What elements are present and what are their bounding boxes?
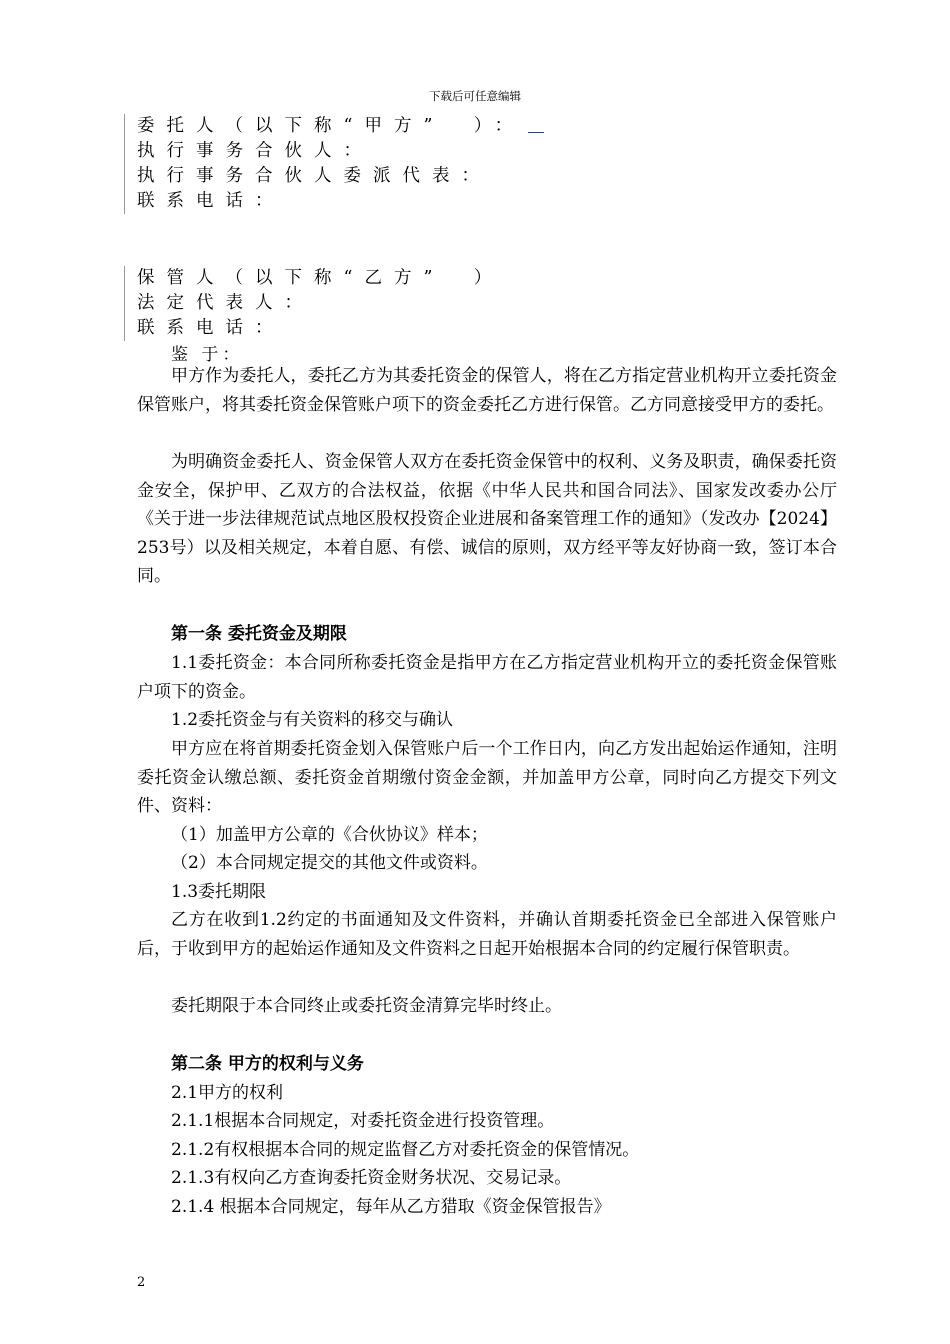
clause-1-2-item-2: （2）本合同规定提交的其他文件或资料。 xyxy=(171,853,488,873)
clause-1-2: 1.2委托资金与有关资料的移交与确认 xyxy=(171,710,454,730)
party-a-phone: 联系电话： xyxy=(137,191,285,211)
clause-1-2-text: 甲方应在将首期委托资金划入保管账户后一个工作日内，向乙方发出起始运作通知，注明委托资金认缴总额、委托资金首期缴付资金金额，并加盖甲方公章，同时向乙方提交下列文件、资料： xyxy=(137,739,837,816)
page-number: 2 xyxy=(137,1275,146,1290)
article-1-title: 第一条 委托资金及期限 xyxy=(171,624,347,644)
clause-1-3-text-2: 委托期限于本合同终止或委托资金清算完毕时终止。 xyxy=(171,996,562,1016)
clause-2-1-1: 2.1.1根据本合同规定，对委托资金进行投资管理。 xyxy=(171,1111,555,1131)
paragraph-1: 甲方作为委托人，委托乙方为其委托资金的保管人，将在乙方指定营业机构开立委托资金保管账户，将其委托资金保管账户项下的资金委托乙方进行保管。乙方同意接受甲方的委托。 xyxy=(137,366,837,415)
clause-1-2-item-1: （1）加盖甲方公章的《合伙协议》样本； xyxy=(171,825,488,845)
party-b-block xyxy=(124,266,503,341)
article-2-title: 第二条 甲方的权利与义务 xyxy=(171,1054,364,1074)
party-a-partner: 执行事务合伙人： xyxy=(137,141,373,161)
party-a-title: 委托人（以下称“甲方” ）： xyxy=(137,116,525,136)
clause-1-3: 1.3委托期限 xyxy=(171,882,267,902)
page-header: 下载后可任意编辑 xyxy=(429,89,521,103)
party-a-representative: 执行事务合伙人委派代表： xyxy=(137,166,491,186)
whereas-label: 鉴 于： xyxy=(171,345,244,365)
clause-1-1: 1.1委托资金：本合同所称委托资金是指甲方在乙方指定营业机构开立的委托资金保管账户项下的资金。 xyxy=(137,653,837,702)
party-a-line xyxy=(137,114,544,139)
signature-blank xyxy=(528,116,544,133)
clause-2-1-4: 2.1.4 根据本合同规定，每年从乙方猎取《资金保管报告》 xyxy=(171,1197,611,1217)
paragraph-2: 为明确资金委托人、资金保管人双方在委托资金保管中的权利、义务及职责，确保委托资金安全，保护甲、乙双方的合法权益，依据《中华人民共和国合同法》、国家发改委办公厅《关于进一步法律规范试点地区股权投资企业进展和备案管理工作的通知》（发改办【2024】253号）以及相关规定，本着自愿、有偿、诚信的原则，双方经平等友好协商一致，签订本合同。 xyxy=(137,452,837,586)
clause-2-1: 2.1甲方的权利 xyxy=(171,1083,284,1103)
clause-2-1-3: 2.1.3有权向乙方查询委托资金财务状况、交易记录。 xyxy=(171,1168,572,1188)
clause-1-3-text-1: 乙方在收到1.2约定的书面通知及文件资料，并确认首期委托资金已全部进入保管账户后，于收到甲方的起始运作通知及文件资料之日起开始根据本合同的约定履行保管职责。 xyxy=(137,910,837,959)
party-b-phone: 联系电话： xyxy=(137,318,285,338)
party-b-legal-rep: 法定代表人： xyxy=(137,293,314,313)
party-a-block xyxy=(124,114,544,214)
clause-2-1-2: 2.1.2有权根据本合同的规定监督乙方对委托资金的保管情况。 xyxy=(171,1140,640,1160)
party-b-title: 保管人（以下称“乙方” ） xyxy=(137,268,504,288)
